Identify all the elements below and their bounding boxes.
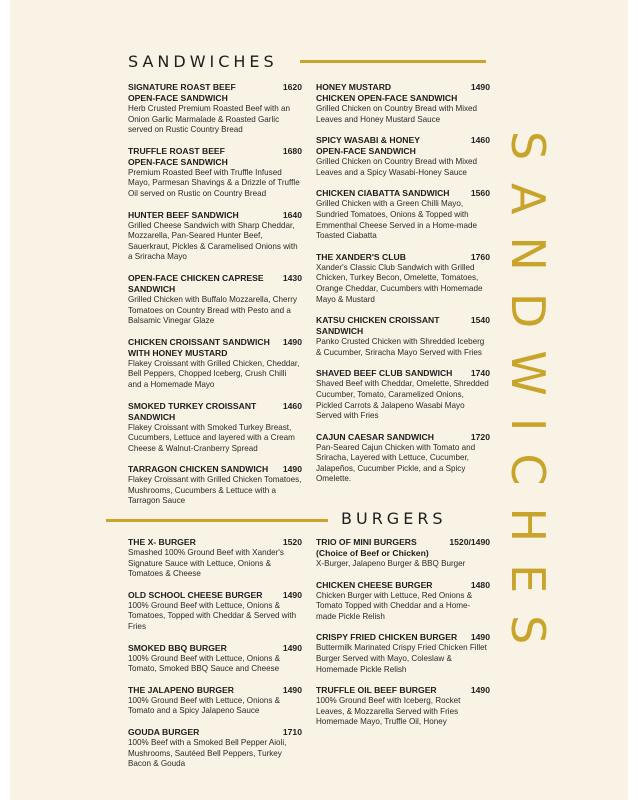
- burgers-section-title: BURGERS: [341, 509, 447, 528]
- menu-item: [128, 401, 302, 455]
- menu-item-header: [128, 401, 302, 423]
- menu-item-name: SMOKED BBQ BURGER: [128, 642, 227, 653]
- sandwiches-section-title: SANDWICHES: [128, 52, 278, 71]
- menu-item-price: 1640: [282, 209, 302, 220]
- menu-item-price: 1490: [470, 685, 490, 696]
- menu-item-name: GOUDA BURGER: [128, 726, 200, 737]
- menu-item-price: 1620: [282, 82, 302, 92]
- menu-item-description: 100% Ground Beef with Lettuce, Onions & Tomatoes, Topped with Cheddar & Served with Fries: [128, 600, 297, 631]
- menu-item-header: [316, 632, 490, 643]
- menu-item: [128, 643, 302, 675]
- menu-item: [316, 580, 490, 623]
- menu-item-name: CRISPY FRIED CHICKEN BURGER: [316, 632, 458, 643]
- menu-item-name: HONEY MUSTARD CHICKEN OPEN-FACE SANDWICH: [316, 82, 458, 103]
- menu-item-description: 100% Ground Beef with Lettuce, Onions & Tomato and a Spicy Jalapeno Sauce: [128, 695, 281, 716]
- menu-item-price: 1490: [282, 642, 302, 653]
- menu-item-header: [128, 590, 302, 601]
- menu-item-header: [316, 188, 490, 199]
- menu-item-name: HUNTER BEEF SANDWICH: [128, 209, 239, 220]
- menu-item-header: [316, 315, 490, 337]
- menu-item-name: CAJUN CAESAR SANDWICH: [316, 431, 434, 442]
- menu-item-price: 1430: [282, 272, 302, 283]
- menu-item-price: 1490: [282, 336, 302, 347]
- menu-item-price: 1490: [282, 684, 302, 695]
- menu-item-price: 1740: [470, 368, 490, 379]
- menu-item-price: 1480: [470, 579, 490, 590]
- menu-item-description: Grilled Chicken on Country Bread with Mixed Leaves and a Spicy Wasabi-Honey Sauce: [316, 157, 478, 177]
- menu-item-name: KATSU CHICKEN CROISSANT SANDWICH: [316, 315, 440, 337]
- menu-item: [128, 685, 302, 717]
- menu-item-header: [316, 82, 490, 104]
- vertical-sandwiches-title: SANDWICHES: [501, 131, 555, 667]
- menu-item: [128, 146, 302, 200]
- menu-item: [316, 685, 490, 728]
- menu-item-header: [128, 273, 302, 295]
- menu-item-header: [128, 727, 302, 738]
- sandwiches-title-rule: [300, 60, 486, 63]
- menu-item: [316, 368, 490, 421]
- menu-item-description: Chicken Burger with Lettuce, Red Onions & Tomato Topped with Cheddar and a Home-made Pickle Relish: [316, 590, 473, 621]
- menu-item-description: Premium Roasted Beef with Truffle Infused Mayo, Parmesan Shavings & a Drizzle of Truffle Oil served on Rustic on Country Bread: [128, 167, 300, 198]
- menu-item-description: Grilled Cheese Sandwich with Sharp Cheddar, Mozzarella, Pan-Seared Hunter Beef, Sauerkraut, Pickles & Caramelised Onions with a Sriracha Mayo: [128, 220, 298, 262]
- menu-item-description: 100% Ground Beef with Lettuce, Onions & Tomato, Smoked BBQ Sauce and Cheese: [128, 653, 281, 674]
- menu-item-name: SPICY WASABI & HONEY OPEN-FACE SANDWICH: [316, 135, 420, 157]
- menu-item-header: [128, 685, 302, 696]
- menu-item-description: Flakey Croissant with Smoked Turkey Breast, Cucumbers, Lettuce and layered with a Cream Cheese & Walnut-Cranberry Spread: [128, 422, 295, 453]
- menu-item-price: 1520: [282, 537, 302, 547]
- menu-item-description: Flakey Croissant with Grilled Chicken Tomatoes, Mushrooms, Cucumbers & Lettuce with a Tarragon Sauce: [128, 475, 302, 506]
- menu-item-description: Flakey Croissant with Grilled Chicken, Cheddar, Bell Peppers, Chopped Iceberg, Crush Chilli and a Homemade Mayo: [128, 358, 300, 389]
- menu-item: [316, 82, 490, 125]
- sandwiches-left-column: [128, 82, 302, 517]
- menu-item-name: THE JALAPENO BURGER: [128, 684, 234, 695]
- menu-item-description: Smashed 100% Ground Beef with Xander's Signature Sauce with Lettuce, Onions & Tomatoes & Cheese: [128, 548, 284, 579]
- menu-item: [128, 537, 302, 580]
- menu-item-header: [128, 537, 302, 548]
- menu-item-header: [316, 432, 490, 443]
- menu-item-description: Herb Crusted Premium Roasted Beef with an Onion Garlic Marmalade & Roasted Garlic served on Rustic Country Bread: [128, 104, 290, 135]
- menu-item-name: OLD SCHOOL CHEESE BURGER: [128, 589, 263, 600]
- burgers-left-column: [128, 537, 302, 780]
- menu-item-price: 1720: [470, 431, 490, 442]
- menu-item-price: 1490: [470, 82, 490, 92]
- menu-item-header: [128, 146, 302, 168]
- menu-item-price: 1520/1490: [449, 537, 490, 547]
- menu-item-name: CHICKEN CIABATTA SANDWICH: [316, 188, 450, 199]
- menu-item: [316, 188, 490, 241]
- burgers-title-rule: [106, 519, 328, 522]
- menu-item-header: [316, 537, 490, 559]
- menu-item-header: [128, 82, 302, 104]
- menu-item-name: SHAVED BEEF CLUB SANDWICH: [316, 368, 453, 379]
- menu-item-name: SIGNATURE ROAST BEEF OPEN-FACE SANDWICH: [128, 82, 236, 103]
- menu-item-price: 1490: [282, 589, 302, 600]
- menu-item-name: TARRAGON CHICKEN SANDWICH: [128, 464, 269, 475]
- menu-item-header: [316, 368, 490, 379]
- menu-item: [128, 210, 302, 263]
- menu-item-description: Shaved Beef with Cheddar, Omelette, Shredded Cucumber, Tomato, Caramelized Onions, Pickled Carrots & Jalapeno Wasabi Mayo Served with Fries: [316, 379, 489, 421]
- menu-item: [316, 432, 490, 485]
- menu-item-header: [316, 135, 490, 157]
- menu-item-name: CHICKEN CROISSANT SANDWICH WITH HONEY MUSTARD: [128, 336, 270, 358]
- menu-item-header: [316, 685, 490, 696]
- menu-item-description: Grilled Chicken with Buffalo Mozzarella, Cherry Tomatoes on Country Bread with Pesto and a Balsamic Vinegar Glaze: [128, 294, 297, 326]
- menu-item-header: [128, 337, 302, 359]
- menu-item-description: 100% Ground Beef with Iceberg, Rocket Leaves, & Mozzarella Served with Fries Homemade Mayo, Truffle Oil, Honey: [316, 696, 461, 727]
- menu-item-name: TRIO OF MINI BURGERS (Choice of Beef or Chicken): [316, 537, 429, 558]
- menu-item-header: [316, 580, 490, 591]
- menu-item: [128, 82, 302, 136]
- menu-item: [316, 252, 490, 305]
- menu-item-name: CHICKEN CHEESE BURGER: [316, 579, 433, 590]
- menu-item-header: [128, 643, 302, 654]
- menu-item: [316, 632, 490, 675]
- menu-item-name: TRUFFLE OIL BEEF BURGER: [316, 685, 437, 696]
- menu-item-description: Panko Crusted Chicken with Shredded Iceberg & Cucumber, Sriracha Mayo Served with Fries: [316, 337, 485, 357]
- menu-item-header: [128, 464, 302, 475]
- menu-item-name: TRUFFLE ROAST BEEF OPEN-FACE SANDWICH: [128, 145, 228, 167]
- menu-item: [316, 135, 490, 178]
- menu-item-name: THE XANDER'S CLUB: [316, 251, 406, 262]
- menu-item-price: 1540: [470, 315, 490, 326]
- menu-item: [128, 727, 302, 770]
- menu-item: [128, 590, 302, 633]
- menu-item-name: SMOKED TURKEY CROISSANT SANDWICH: [128, 400, 257, 422]
- menu-item-header: [128, 210, 302, 221]
- burgers-right-column: [316, 537, 490, 738]
- menu-item-name: THE X- BURGER: [128, 537, 196, 547]
- menu-item: [128, 464, 302, 507]
- menu-item-price: 1490: [282, 464, 302, 475]
- menu-item-price: 1460: [282, 400, 302, 411]
- menu-item: [128, 337, 302, 391]
- menu-item-price: 1760: [470, 251, 490, 262]
- menu-page: [10, 0, 628, 800]
- menu-item-description: Buttermilk Marinated Crispy Fried Chicken Fillet Burger Served with Mayo, Coleslaw & Homemade Pickle Relish: [316, 643, 487, 674]
- menu-item-name: OPEN-FACE CHICKEN CAPRESE SANDWICH: [128, 272, 264, 294]
- menu-item-description: 100% Beef with a Smoked Bell Pepper Aioli, Mushrooms, Sautéed Bell Peppers, Turkey Bacon & Gouda: [128, 737, 287, 769]
- menu-item: [316, 537, 490, 570]
- menu-item-price: 1560: [470, 188, 490, 199]
- sandwiches-right-column: [316, 82, 490, 495]
- menu-item-description: X-Burger, Jalapeno Burger & BBQ Burger: [316, 559, 466, 568]
- menu-item-description: Grilled Chicken with a Green Chilli Mayo, Sundried Tomatoes, Onions & Topped with Emmenthal Cheese Served in a Home-made Toasted Ciabatta: [316, 199, 478, 241]
- menu-item-price: 1460: [470, 135, 490, 146]
- menu-item-header: [316, 252, 490, 263]
- menu-item-price: 1680: [282, 145, 302, 156]
- menu-item-price: 1490: [470, 632, 490, 643]
- menu-item-description: Grilled Chicken on Country Bread with Mixed Leaves and Honey Mustard Sauce: [316, 104, 478, 124]
- menu-item-description: Xander's Classic Club Sandwich with Grilled Chicken, Turkey Becon, Omelette, Tomatoes, Orange Cheddar, Cucumbers with Homemade Mayo & Mustard: [316, 262, 483, 304]
- menu-item-description: Pan-Seared Cajun Chicken with Tomato and Sriracha, Layered with Lettuce, Cucumber, Jalapeños, Cucumber Pickle, and a Spicy Omelette.: [316, 442, 476, 484]
- menu-item: [128, 273, 302, 327]
- menu-item-price: 1710: [282, 726, 302, 737]
- menu-item: [316, 315, 490, 358]
